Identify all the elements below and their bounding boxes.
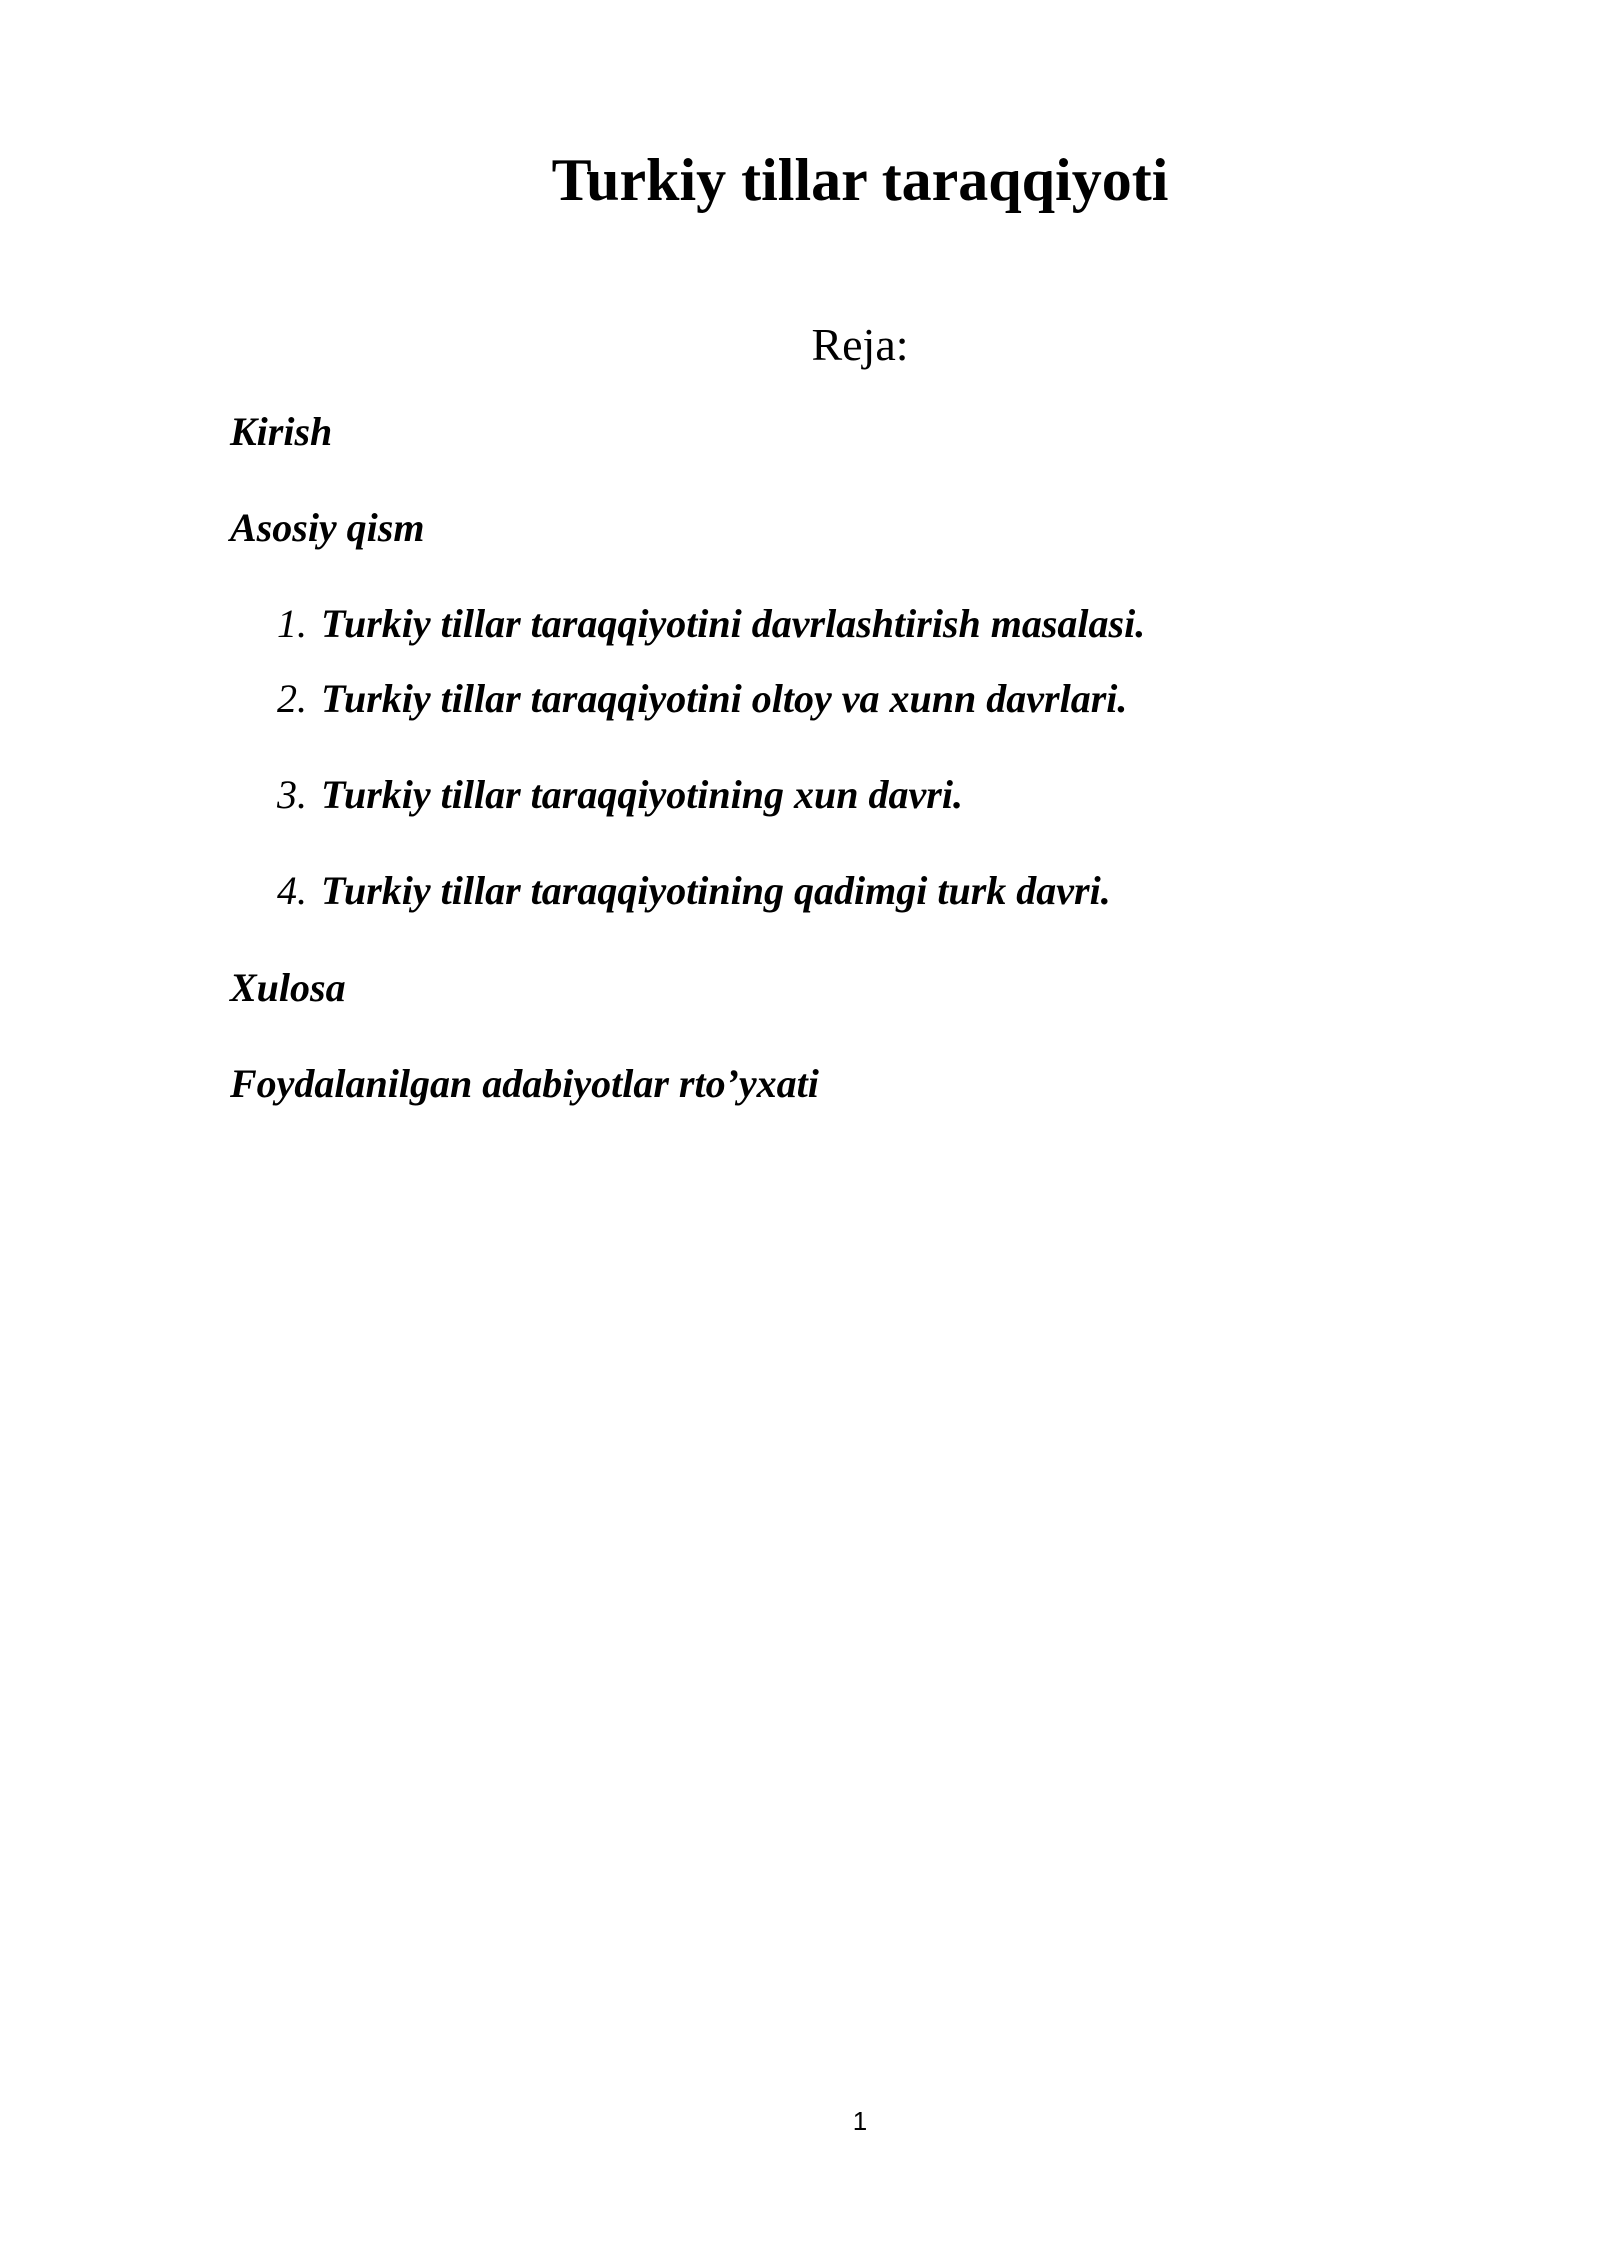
list-item	[277, 601, 1146, 646]
list-item-text: Turkiy tillar taraqqiyotini oltoy va xunn davrlari.	[321, 676, 1128, 721]
plan-heading: Reja:	[811, 319, 909, 370]
list-item-number: 2.	[277, 676, 307, 721]
section-intro: Kirish	[230, 409, 333, 454]
list-item-number: 3.	[277, 772, 307, 817]
list-item-text: Turkiy tillar taraqqiyotini davrlashtirish masalasi.	[321, 601, 1146, 646]
section-conclusion: Xulosa	[230, 965, 346, 1010]
list-item-number: 1.	[277, 601, 307, 646]
list-item-number: 4.	[277, 868, 307, 913]
section-references: Foydalanilgan adabiyotlar rto’yxati	[230, 1061, 819, 1106]
list-item	[277, 676, 1128, 721]
list-item-text: Turkiy tillar taraqqiyotining qadimgi turk davri.	[321, 868, 1111, 913]
page-title: Turkiy tillar taraqqiyoti	[551, 147, 1169, 213]
list-item	[277, 772, 963, 817]
list-item	[277, 868, 1111, 913]
section-main: Asosiy qism	[230, 505, 425, 550]
list-item-text: Turkiy tillar taraqqiyotining xun davri.	[321, 772, 963, 817]
page-number: 1	[852, 2106, 868, 2136]
